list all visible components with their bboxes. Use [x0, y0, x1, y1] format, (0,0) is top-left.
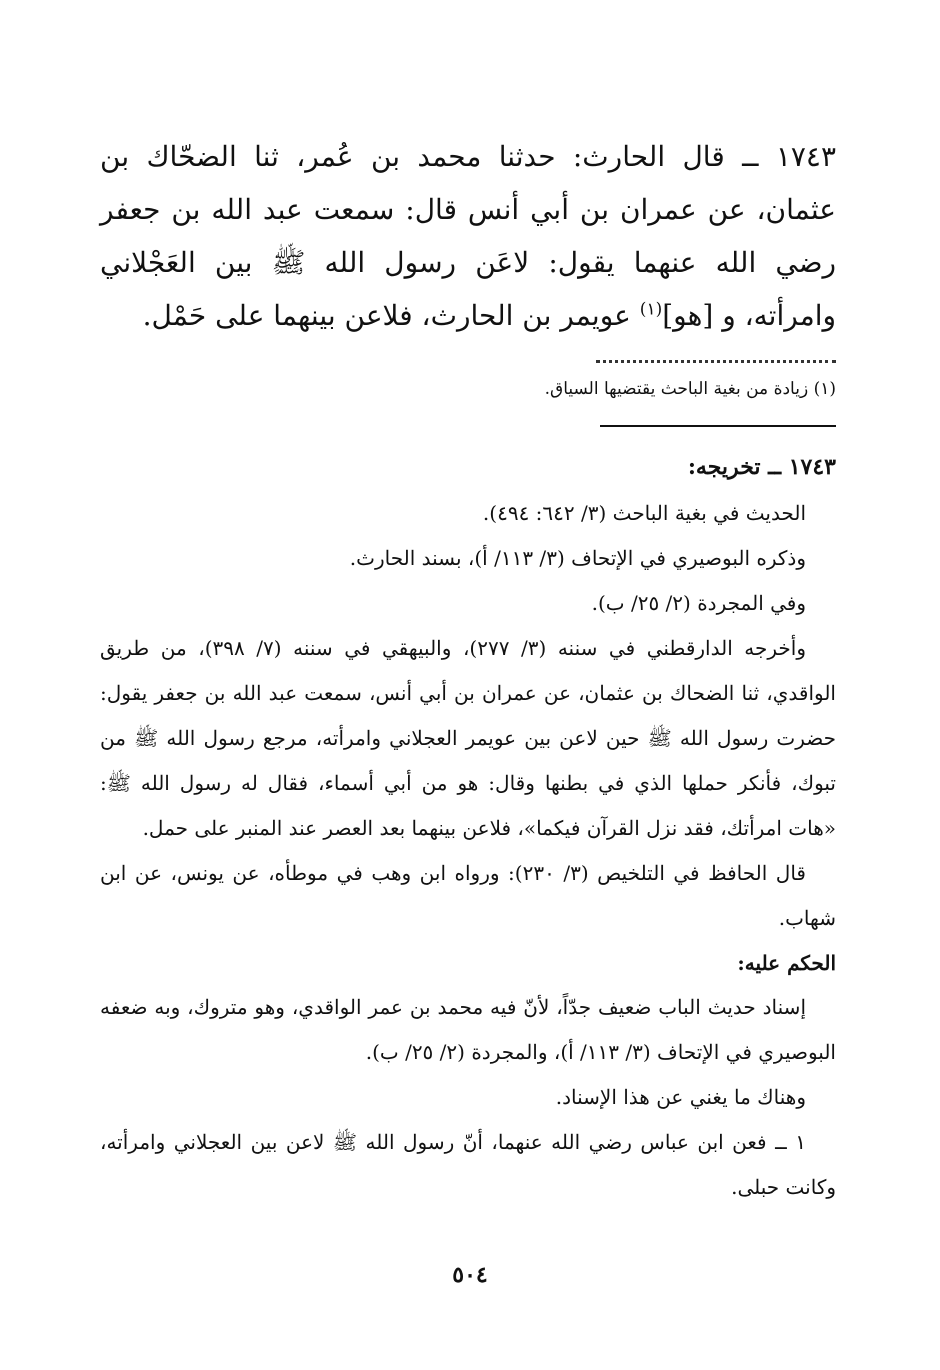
- hadith-body: ١٧٤٣ ــ قال الحارث: حدثنا محمد بن عُمر، ثنا الضحّاك بن عثمان، عن عمران بن أبي أنس قال: سمعت عبد الله بن جعفر رضي الله عنهما يقول: لاعَن رسول الله ﷺ بين العَجْلاني وامرأته، و [هو]: [100, 140, 836, 332]
- document-page: [100, 130, 836, 1210]
- footnote: (١) زيادة من بغية الباحث يقتضيها السياق.: [544, 379, 836, 399]
- footnote-reference: (١): [639, 299, 663, 320]
- hadith-body-end: عويمر بن الحارث، فلاعن بينهما على حَمْل.: [142, 299, 640, 332]
- hukm-paragraph: إسناد حديث الباب ضعيف جدّاً، لأنّ فيه محمد بن عمر الواقدي، وهو متروك، وبه ضعفه البوصيري في الإتحاف (٣/ ١١٣/ أ)، والمجردة (٢/ ٢٥/ ب).: [100, 995, 836, 1064]
- footnote-separator-dots: [596, 360, 836, 363]
- takhrij-paragraph: وذكره البوصيري في الإتحاف (٣/ ١١٣/ أ)، بسند الحارث.: [349, 546, 806, 570]
- takhrij-paragraph: وأخرجه الدارقطني في سننه (٣/ ٢٧٧)، والبيهقي في سننه (٧/ ٣٩٨)، من طريق الواقدي، ثنا الضحاك بن عثمان، عن عمران بن أبي أنس، سمعت عبد الله بن جعفر يقول: حضرت رسول الله ﷺ حين لاعن بين عويمر العجلاني وامرأته، مرجع رسول الله ﷺ من تبوك، فأنكر حملها الذي في بطنها وقال: هو من أبي أسماء، فقال له رسول الله ﷺ: «هات امرأتك، فقد نزل القرآن فيكما»، فلاعن بينهما بعد العصر عند المنبر على حمل.: [100, 636, 836, 840]
- hukm-paragraph: وهناك ما يغني عن هذا الإسناد.: [555, 1085, 806, 1109]
- takhrij-paragraph: وفي المجردة (٢/ ٢٥/ ب).: [591, 591, 806, 615]
- section-divider-rule: [600, 425, 836, 427]
- hukm-paragraph: ١ ــ فعن ابن عباس رضي الله عنهما، أنّ رسول الله ﷺ لاعن بين العجلاني وامرأته، وكانت حبلى.: [100, 1130, 836, 1199]
- page-number: ٥٠٤: [452, 1262, 488, 1288]
- takhrij-heading: ١٧٤٣ ــ تخريجه:: [687, 454, 836, 480]
- takhrij-paragraph: الحديث في بغية الباحث (٣/ ٦٤٢: ٤٩٤).: [482, 501, 806, 525]
- hukm-heading: الحكم عليه:: [737, 951, 836, 975]
- hadith-text: [100, 130, 836, 342]
- takhrij-paragraph: قال الحافظ في التلخيص (٣/ ٢٣٠): ورواه ابن وهب في موطأه، عن يونس، عن ابن شهاب.: [100, 861, 836, 930]
